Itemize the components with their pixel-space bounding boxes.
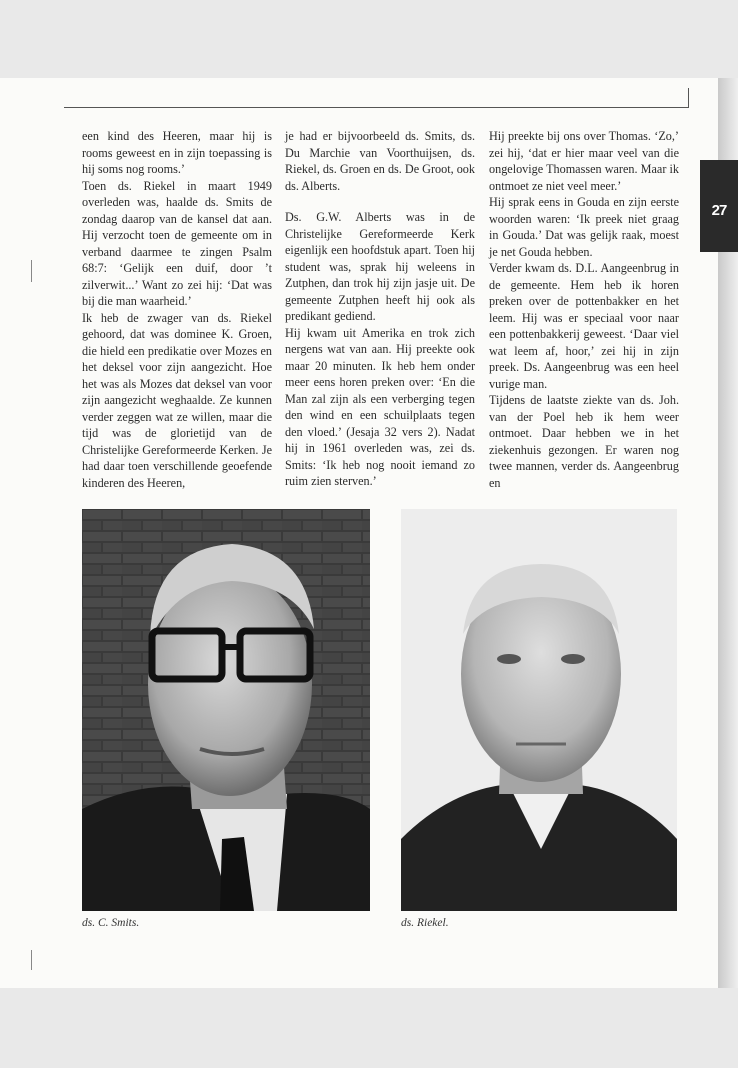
- paragraph: je had er bijvoorbeeld ds. Smits, ds. Du Marchie van Voorthuijsen, ds. Riekel, ds. Groen en ds. De Groot, ook ds. Alberts.: [285, 129, 475, 193]
- paragraph: Hij kwam uit Amerika en trok zich nergens wat van aan. Hij preekte ook maar 20 minuten. Ik heb hem onder meer eens horen preken over: ‘En die Man zal zijn als een verberging tegen den wind en een schuilplaats tegen den vloed.’ (Jesaja 32 vers 2). Nadat hij in 1961 overleden was, zei ds. Smits: ‘Ik heb nog nooit iemand zo ruim zien sterven.’: [285, 325, 475, 488]
- margin-mark: [31, 950, 32, 970]
- top-rule-tick: [688, 88, 689, 108]
- photo-caption: ds. C. Smits.: [82, 917, 140, 929]
- portrait-riekel-image: [401, 509, 677, 911]
- paragraph: Ds. G.W. Alberts was in de Christelijke Gereformeerde Kerk eigenlijk een hoofdstuk apart. Toen hij student was, sprak hij weleens in Zutphen, dan trok hij zijn jasje uit. De gemeente Zutphen heeft hij ook als predikant gediend.: [285, 210, 475, 323]
- top-rule: [64, 107, 688, 108]
- portrait-photo-smits: [82, 509, 370, 911]
- text-column-2: [285, 128, 475, 490]
- portrait-smits-image: [82, 509, 370, 911]
- paragraph: Verder kwam ds. D.L. Aangeenbrug in de gemeente. Hem heb ik horen preken over de pottenbakker en het leem. Hij was er speciaal voor naar een pottenbakkerij geweest. ‘Daar viel wat leem af, hoor,’ zei hij in zijn preek. Ds. Aangeenbrug was een heel vurige man.: [489, 261, 679, 391]
- paragraph: Toen ds. Riekel in maart 1949 overleden was, haalde ds. Smits de zondag daarop van de kansel dat aan. Hij verzocht toen de gemeente om in verband daarmee te zingen Psalm 68:7: ‘Gelijk een duif, door ’t zilverwit...’ Want zo zei hij: ‘Dat was bij die man waarheid.’: [82, 178, 272, 308]
- paragraph: Ik heb de zwager van ds. Riekel gehoord, dat was dominee K. Groen, die hield een predikatie over Mozes en het deksel voor zijn aangezicht. Hoe het was als Mozes dat deksel van voor zijn aangezicht weghaalde. Ze kunnen verder zeggen wat ze willen, maar die tijd was de glorietijd van de Christelijke Gereformeerde Kerken. Je had daar toen verschillende geoefende kinderen des Heeren,: [82, 310, 272, 490]
- paragraph: Hij sprak eens in Gouda en zijn eerste woorden waren: ‘Ik preek niet graag in Gouda.’ Dat was gelijk raak, moest je net Gouda hebben.: [489, 195, 679, 259]
- paragraph: een kind des Heeren, maar hij is rooms geweest en in zijn toepassing is hij soms nog rooms.’: [82, 129, 272, 176]
- text-column-3: [489, 128, 679, 491]
- photo-caption: ds. Riekel.: [401, 917, 449, 929]
- margin-mark: [31, 260, 32, 282]
- text-column-1: [82, 128, 272, 491]
- paragraph: Hij preekte bij ons over Thomas. ‘Zo,’ zei hij, ‘dat er hier maar veel van die ongelovige Thomassen waren. Maar ik ontmoet ze niet veel meer.’: [489, 129, 679, 193]
- page-number: 27: [711, 202, 727, 219]
- portrait-photo-riekel: [401, 509, 677, 911]
- paragraph: Tijdens de laatste ziekte van ds. Joh. van der Poel heb ik hem weer ontmoet. Daar hebben we in het ziekenhuis gezongen. Er waren nog twee mannen, verder ds. Aangeenbrug en: [489, 393, 679, 490]
